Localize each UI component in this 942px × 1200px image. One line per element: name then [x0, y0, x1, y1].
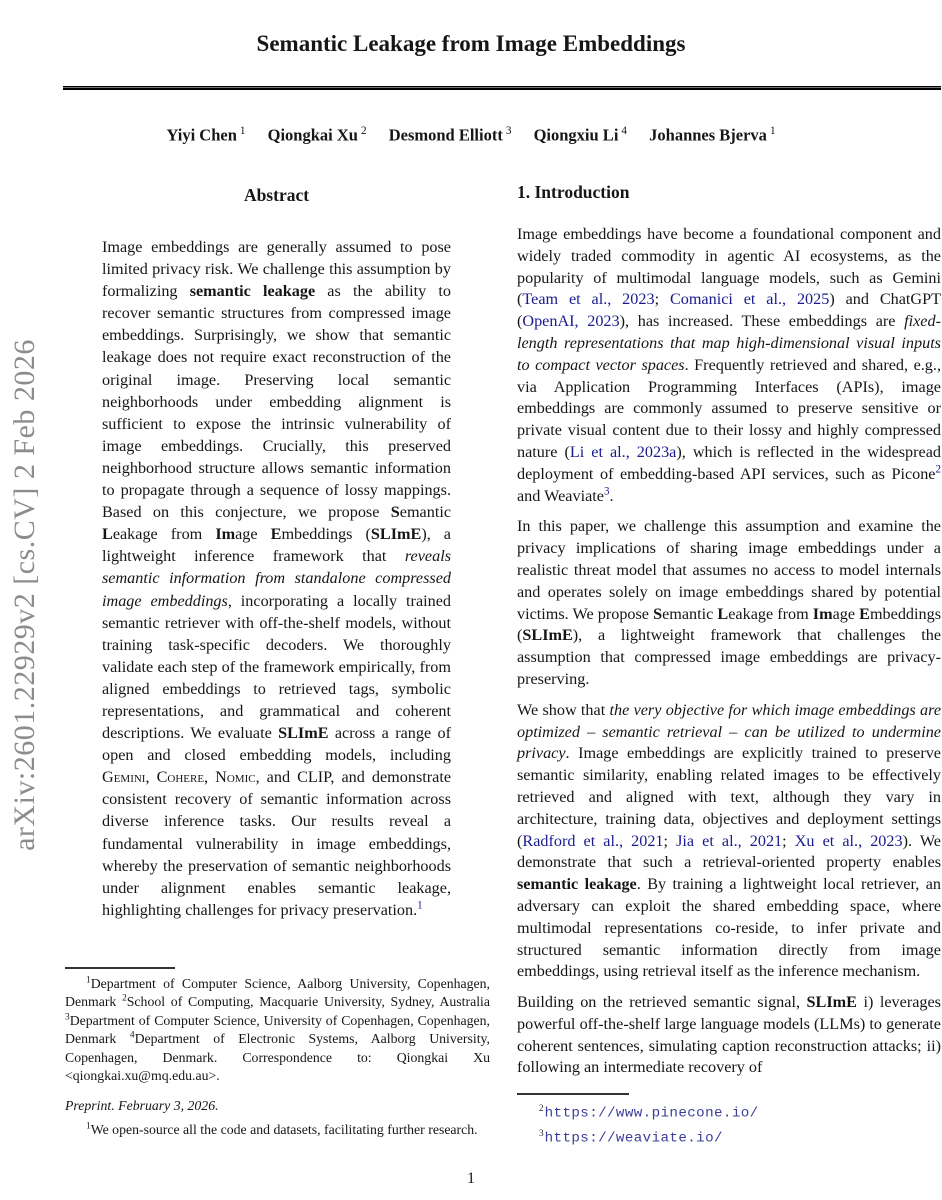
- text-run: ;: [654, 290, 670, 309]
- text-run: 4: [129, 1030, 135, 1041]
- text-run: SLImE: [370, 525, 422, 544]
- paragraph: [517, 516, 941, 690]
- arxiv-watermark: arXiv:2601.22929v2 [cs.CV] 2 Feb 2026: [8, 339, 41, 851]
- affiliation-footnote: [65, 975, 490, 1085]
- text-run: i) leverages powerful off-the-shelf large language models (LLMs) to generate coherent sentences, simulating caption reconstruction attacks; ii) following an intermediate recovery of: [517, 993, 941, 1077]
- text-run: Department of Computer Science, Aalborg University, Copenhagen, Denmark: [65, 976, 490, 1010]
- author-name: Qiongxiu Li: [533, 125, 619, 145]
- text-run: . Frequently retrieved and shared, e.g., via Application Programming Interfaces (APIs), image embeddings are commonly assumed to preserve sensitive or private visual content due to their lossy and highly compressed nature (: [517, 355, 941, 461]
- text-run: Nomic: [215, 768, 256, 787]
- text-run: SLImE: [806, 993, 857, 1012]
- author-affiliation-mark: 3: [505, 125, 512, 137]
- author-line: [0, 125, 942, 146]
- text-run: across a range of open and closed embedding models, including: [102, 724, 451, 765]
- text-run: Cohere: [156, 768, 205, 787]
- text-run: Gemini: [102, 768, 146, 787]
- text-run: mbeddings (: [517, 604, 941, 645]
- footnote-pinecone: [517, 1099, 941, 1124]
- text-run: age: [235, 525, 271, 544]
- author-affiliation-mark: 1: [769, 125, 776, 137]
- page-number: 1: [467, 1170, 475, 1187]
- author-affiliation-mark: 1: [239, 125, 246, 137]
- text-run: We open-source all the code and datasets, facilitating further research.: [90, 1122, 478, 1137]
- text-run: L: [717, 604, 729, 623]
- paragraph: [517, 700, 941, 983]
- preprint-line: Preprint. February 3, 2026.: [65, 1098, 219, 1113]
- text-run: , incorporating a locally trained semantic retriever with off-the-shelf models, without training task-specific decoders. We thoroughly validate each step of the framework empirically, from aligned embeddings to retrieved tags, symbolic representations, and grammatical and coherent descriptions. We evaluate: [102, 591, 451, 743]
- text-run: eakage from: [112, 525, 216, 544]
- text-run: We show that: [517, 700, 610, 719]
- citation-link[interactable]: OpenAI, 2023: [522, 312, 620, 331]
- text-run: ;: [663, 831, 677, 850]
- opensource-footnote: [65, 1121, 490, 1139]
- abstract-text: [102, 236, 451, 921]
- citation-link[interactable]: Team et al., 2023: [522, 290, 655, 309]
- citation-link[interactable]: 1: [417, 899, 423, 912]
- author-yiyi-chen: [166, 125, 245, 146]
- author-name: Johannes Bjerva: [649, 125, 767, 145]
- text-run: age: [832, 604, 860, 623]
- text-run: E: [859, 604, 870, 623]
- author-affiliation-mark: 2: [360, 125, 367, 137]
- citation-link[interactable]: Li et al., 2023a: [569, 442, 677, 461]
- text-run: ;: [782, 831, 795, 850]
- author-desmond-elliott: [389, 125, 512, 146]
- text-run: Department of Electronic Systems, Aalborg University, Copenhagen, Denmark. Correspondence to: Qiongkai Xu <qiongkai.xu@mq.edu.au>.: [65, 1031, 490, 1084]
- citation-link[interactable]: Jia et al., 2021: [676, 831, 783, 850]
- pinecone-url-link[interactable]: https://www.pinecone.io/: [544, 1105, 759, 1122]
- citation-link[interactable]: Radford et al., 2021: [522, 831, 664, 850]
- text-run: ,: [204, 768, 216, 787]
- text-run: School of Computing, Macquarie University, Sydney, Australia: [126, 994, 490, 1010]
- text-run: semantic leakage: [517, 875, 637, 894]
- text-run: S: [390, 503, 400, 522]
- text-run: ), a lightweight framework that challenges the assumption that compressed image embeddings are privacy-preserving.: [517, 626, 941, 688]
- author-name: Yiyi Chen: [166, 125, 237, 145]
- text-run: S: [653, 604, 663, 623]
- text-run: eakage from: [728, 604, 813, 623]
- text-run: reveals semantic information from standalone compressed image embeddings: [102, 547, 451, 610]
- text-run: SLImE: [278, 724, 329, 743]
- text-run: Im: [812, 604, 833, 623]
- author-name: Desmond Elliott: [388, 125, 503, 145]
- author-name: Qiongkai Xu: [267, 125, 358, 145]
- text-run: . Image embeddings are explicitly trained to preserve semantic similarity, enabling related images to be effectively retrieved and aligned with text, although they vary in architecture, training data, objectives and deployment settings (: [517, 744, 941, 850]
- text-run: semantic leakage: [189, 282, 316, 301]
- text-run: the very objective for which image embeddings are optimized – semantic retrieval – can be utilized to undermine privacy: [517, 700, 942, 763]
- text-run: SLImE: [522, 626, 573, 645]
- text-run: as the ability to recover semantic structures from compressed image embeddings. Surprisingly, we show that semantic leakage does not require exact reconstruction of the original image. Preserving local semantic neighborhoods under embedding alignment is sufficient to expose the intrinsic vulnerability of image embeddings. Crucially, this preserved neighborhood structure allows semantic information to propagate through a sequence of lossy mappings. Based on this conjecture, we propose: [102, 282, 451, 522]
- text-run: E: [270, 525, 282, 544]
- text-run: ,: [145, 768, 157, 787]
- text-run: 1: [86, 975, 91, 986]
- text-run: ) and ChatGPT (: [517, 290, 941, 331]
- text-run: .: [609, 486, 614, 505]
- text-run: emantic: [662, 604, 718, 623]
- introduction-body: [517, 224, 941, 1088]
- text-run: 1: [86, 1121, 91, 1132]
- text-run: ), which is reflected in the widespread deployment of embedding-based API services, such as Picone: [517, 442, 942, 483]
- text-run: In this paper, we challenge this assumption and examine the privacy implications of sharing image embeddings under a realistic threat model that assumes no access to model internals and operates solely on image embeddings shared by potential victims. We propose: [517, 517, 941, 623]
- weaviate-url-link[interactable]: https://weaviate.io/: [544, 1130, 723, 1147]
- text-run: ), has increased. These embeddings are: [619, 312, 905, 331]
- author-affiliation-mark: 4: [621, 125, 628, 137]
- text-run: fixed-length representations that map high-dimensional visual inputs to compact vector spaces: [517, 312, 941, 374]
- citation-link[interactable]: Xu et al., 2023: [794, 831, 903, 850]
- author-johannes-bjerva: [649, 125, 775, 146]
- footnote-marker: 3: [539, 1128, 544, 1139]
- author-qiongxiu-li: [534, 125, 627, 146]
- text-run: 3: [65, 1012, 70, 1023]
- text-run: Building on the retrieved semantic signal,: [517, 993, 807, 1012]
- text-run: 2: [122, 993, 127, 1004]
- citation-link[interactable]: 2: [935, 463, 941, 476]
- right-footnotes: [517, 1099, 941, 1149]
- paragraph: [517, 224, 941, 507]
- text-run: and Weaviate: [517, 486, 604, 505]
- text-run: emantic: [399, 503, 451, 522]
- text-run: , and CLIP, and demonstrate consistent recovery of semantic information across diverse inference tasks. Our results reveal a fundamental vulnerability in image embeddings, whereby the preservation of semantic neighborhoods under alignment enables semantic leakage, highlighting challenges for privacy preservation.: [102, 768, 452, 919]
- title-rule: [63, 86, 941, 90]
- text-run: L: [102, 525, 113, 544]
- text-run: Im: [215, 525, 236, 544]
- section-heading-introduction: 1. Introduction: [517, 182, 630, 202]
- text-run: ), a lightweight inference framework that: [102, 525, 451, 566]
- text-run: Image embeddings are generally assumed to pose limited privacy risk. We challenge this assumption by formalizing: [102, 238, 451, 301]
- citation-link[interactable]: 3: [603, 485, 610, 498]
- footnote-weaviate: [517, 1124, 941, 1149]
- abstract-heading: Abstract: [243, 185, 310, 205]
- footnote-marker: 2: [539, 1103, 544, 1113]
- author-qiongkai-xu: [268, 125, 367, 146]
- text-run: ). We demonstrate that such a retrieval-oriented property enables: [517, 831, 941, 872]
- text-run: . By training a lightweight local retriever, an adversary can exploit the shared embedding space, where multimodal representations co-reside, to infer private and structured semantic information directly from image embeddings, using retrieval itself as the inference mechanism.: [517, 875, 941, 981]
- paper-title: Semantic Leakage from Image Embeddings: [256, 31, 686, 56]
- citation-link[interactable]: Comanici et al., 2025: [669, 290, 830, 309]
- text-run: Image embeddings have become a foundational component and widely traded commodity in agentic AI ecosystems, as the popularity of multimodal language models, such as Gemini (: [517, 225, 941, 309]
- footnote-rule-left: [65, 967, 175, 969]
- paragraph: [517, 992, 941, 1079]
- text-run: Department of Computer Science, University of Copenhagen, Copenhagen, Denmark: [65, 1012, 490, 1047]
- text-run: mbeddings (: [281, 525, 371, 544]
- footnote-rule-right: [517, 1093, 629, 1095]
